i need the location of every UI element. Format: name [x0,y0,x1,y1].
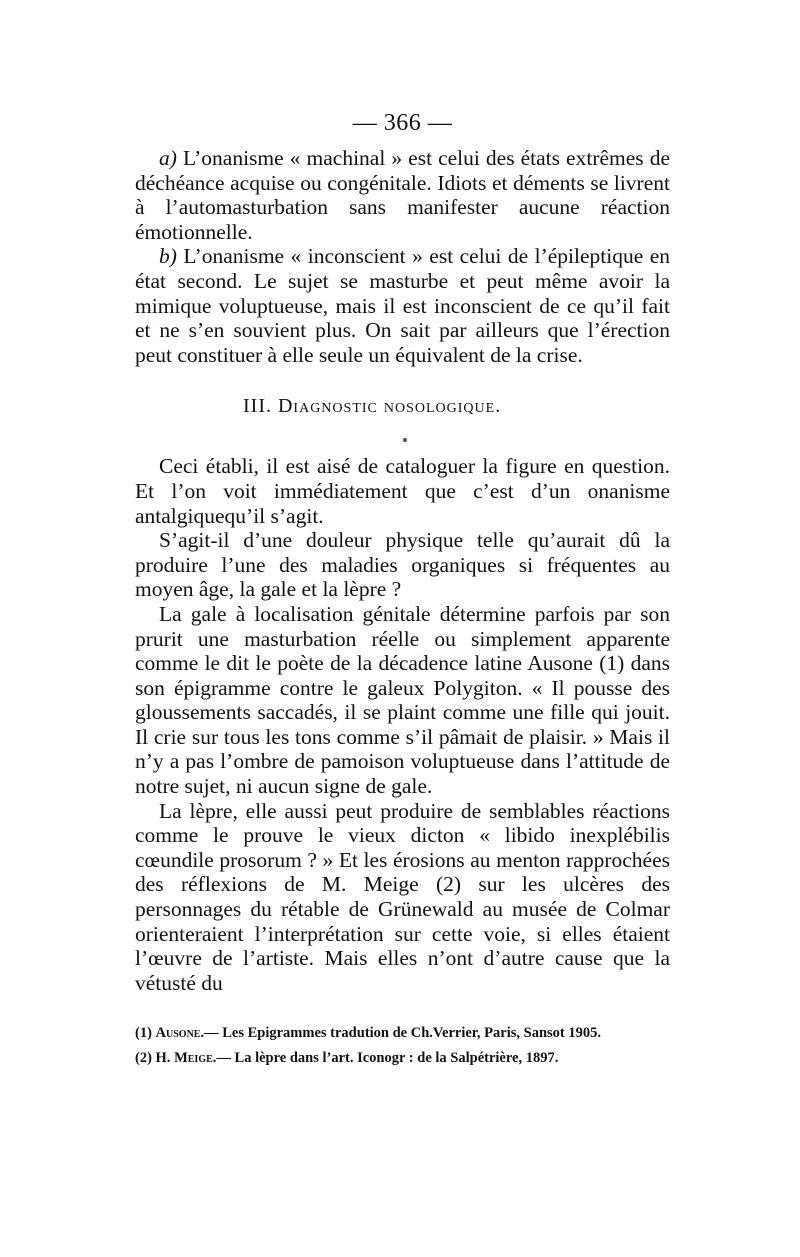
decorative-dot [403,438,407,442]
paragraph-text: L’onanisme « machinal » est celui des états extrêmes de déchéance acquise ou congénitale. Idiots et déments se livrent à l’automasturbation sans manifester aucune réaction émotionnelle. [135,146,670,244]
paragraph-marker: b) [159,244,177,269]
paragraph-inconscient [135,244,670,367]
footnote-author: Ausone. [155,1025,205,1042]
footnote [135,1025,670,1042]
section-heading [243,394,670,418]
page-number: — 366 — [352,110,453,136]
paragraph-machinal [135,146,670,244]
paragraph-body: Ceci établi, il est aisé de cataloguer la figure en question. Et l’on voit immédiatement que c’est d’un onanisme antalgiquequ’il s’agit. [135,454,670,528]
footnote-marker: (1) [135,1025,152,1042]
footnote-text: — Les Epigrammes tradution de Ch.Verrier, Paris, Sansot 1905. [204,1025,601,1042]
paragraph-text: L’onanisme « inconscient » est celui de l’épileptique en état second. Le sujet se masturbe et peut même avoir la mimique voluptueuse, mais il est inconscient de ce qu’il fait et ne s’en souvient plus. On sait par ailleurs que l’érection peut constituer à elle seule un équivalent de la crise. [135,244,670,367]
footnote-author: H. Meige. [155,1050,217,1067]
footnotes [135,1025,670,1067]
paragraph-body: La gale à localisation génitale détermine parfois par son prurit une masturbation réelle ou simplement apparente comme le dit le poète de la décadence latine Ausone (1) dans son épigramme contre le galeux Polygiton. « Il pousse des gloussements saccadés, il se plaint comme une fille qui jouit. Il crie sur tous les tons comme s’il pâmait de plaisir. » Mais il n’y a pas l’ombre de pamoison voluptueuse dans l’attitude de notre sujet, ni aucun signe de gale. [135,601,670,799]
paragraph-body: S’agit-il d’une douleur physique telle qu’aurait dû la produire l’une des maladies organiques si fréquentes au moyen âge, la gale et la lèpre ? [135,528,670,602]
section-title: Diagnostic nosologique. [277,395,502,418]
footnote-marker: (2) [135,1050,152,1067]
footnote [135,1050,670,1067]
section-numeral: III. [243,395,272,418]
footnote-text: — La lèpre dans l’art. Iconogr : de la Salpétrière, 1897. [216,1050,559,1067]
book-page [135,108,670,1075]
paragraph-body: La lèpre, elle aussi peut produire de semblables réactions comme le prouve le vieux dicton « libido inexplébilis cœundile prosorum ? » Et les érosions au menton rapprochées des réflexions de M. Meige (2) sur les ulcères des personnages du rétable de Grünewald au musée de Colmar orienteraient l’interprétation sur cette voie, si elles étaient l’œuvre de l’artiste. Mais elles n’ont d’autre cause que la vétusté du [135,798,670,995]
paragraph-marker: a) [159,146,177,170]
